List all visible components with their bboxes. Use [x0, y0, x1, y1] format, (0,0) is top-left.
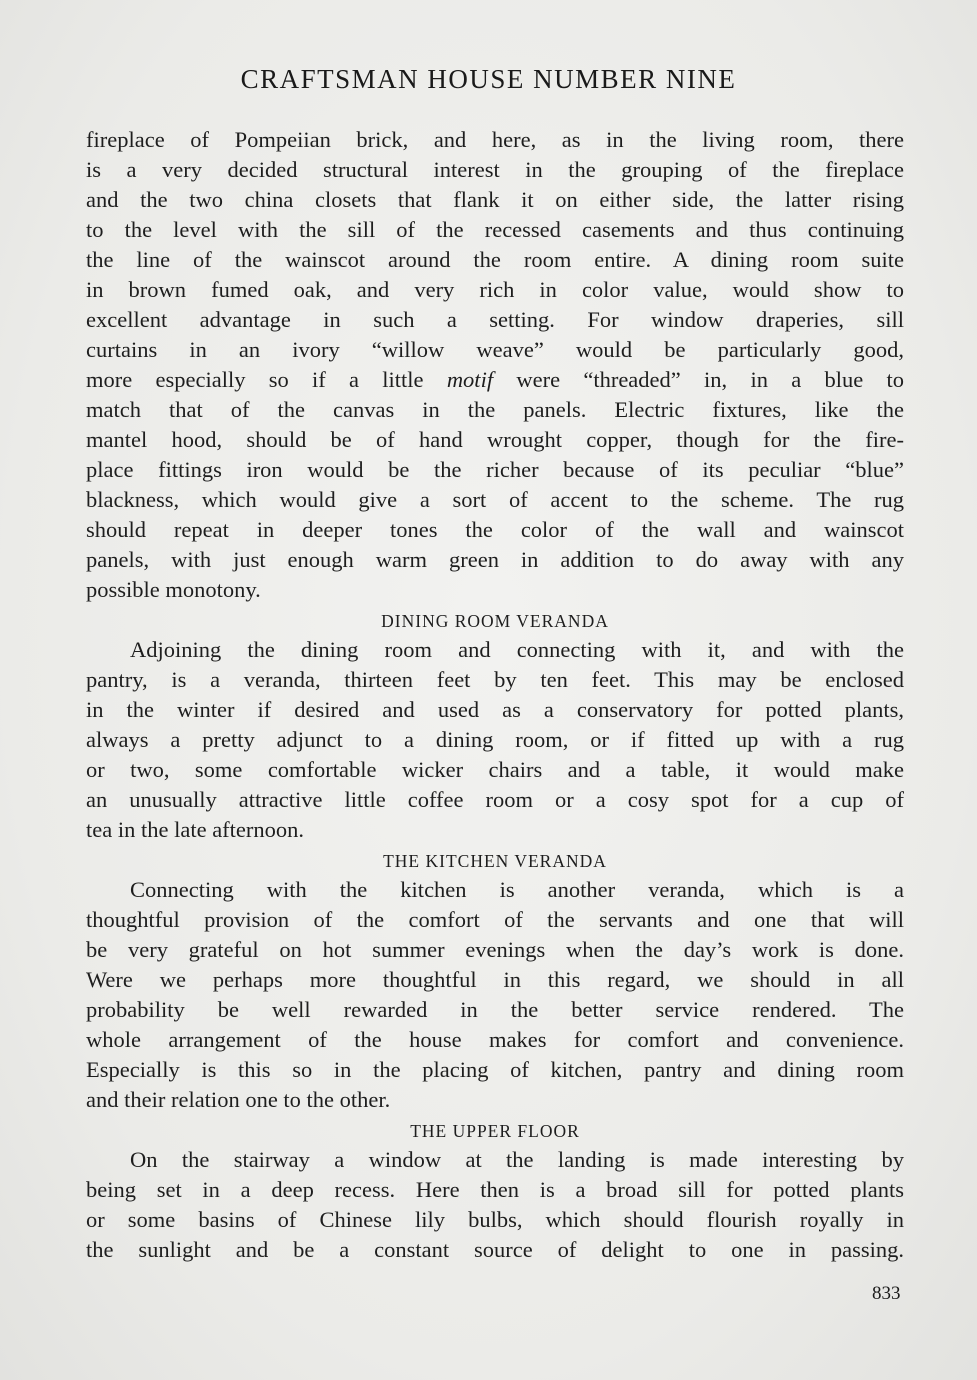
- text-line: panels, with just enough warm green in addition to do away with any: [86, 547, 904, 572]
- text-line: possible monotony.: [86, 577, 261, 602]
- text-line: to the level with the sill of the recessed casements and thus continuing: [86, 217, 904, 242]
- text-run: were “threaded” in, in a blue to: [493, 367, 904, 392]
- text-line: place fittings iron would be the richer because of its peculiar “blue”: [86, 457, 904, 482]
- italic-word: motif: [446, 367, 494, 392]
- text-line-with-italic: [86, 365, 904, 395]
- section-heading: THE KITCHEN VERANDA: [383, 851, 607, 871]
- text-line: and the two china closets that flank it on either side, the latter rising: [86, 187, 904, 212]
- text-line: Adjoining the dining room and connecting with it, and with the: [130, 637, 904, 662]
- text-line: always a pretty adjunct to a dining room, or if fitted up with a rug: [86, 727, 904, 752]
- text-line: mantel hood, should be of hand wrought copper, though for the fire-: [86, 427, 904, 452]
- text-line: thoughtful provision of the comfort of the servants and one that will: [86, 907, 904, 932]
- body-text: [86, 125, 904, 1265]
- text-line: fireplace of Pompeiian brick, and here, as in the living room, there: [86, 127, 904, 152]
- text-line: tea in the late afternoon.: [86, 817, 305, 842]
- text-line: or some basins of Chinese lily bulbs, which should flourish royally in: [86, 1207, 904, 1232]
- text-line: Connecting with the kitchen is another veranda, which is a: [130, 877, 904, 902]
- text-line: is a very decided structural interest in the grouping of the fireplace: [86, 157, 904, 182]
- text-line: being set in a deep recess. Here then is a broad sill for potted plants: [86, 1177, 904, 1202]
- text-line: On the stairway a window at the landing is made interesting by: [130, 1147, 904, 1172]
- text-line: the sunlight and be a constant source of delight to one in passing.: [86, 1237, 904, 1262]
- text-line: the line of the wainscot around the room entire. A dining room suite: [86, 247, 904, 272]
- text-line: probability be well rewarded in the better service rendered. The: [86, 997, 904, 1022]
- text-line: or two, some comfortable wicker chairs and a table, it would make: [86, 757, 904, 782]
- text-line: excellent advantage in such a setting. For window draperies, sill: [86, 307, 904, 332]
- text-run: more especially so if a little: [86, 367, 447, 392]
- text-line: an unusually attractive little coffee room or a cosy spot for a cup of: [86, 787, 904, 812]
- section-heading: THE UPPER FLOOR: [410, 1121, 580, 1141]
- text-line: should repeat in deeper tones the color of the wall and wainscot: [86, 517, 904, 542]
- section-heading: DINING ROOM VERANDA: [381, 611, 609, 631]
- text-line: curtains in an ivory “willow weave” would be particularly good,: [86, 337, 904, 362]
- text-line: Especially is this so in the placing of kitchen, pantry and dining room: [86, 1057, 904, 1082]
- text-line: in brown fumed oak, and very rich in color value, would show to: [86, 277, 904, 302]
- text-line: be very grateful on hot summer evenings when the day’s work is done.: [86, 937, 904, 962]
- text-line: Were we perhaps more thoughtful in this regard, we should in all: [86, 967, 904, 992]
- text-line: match that of the canvas in the panels. Electric fixtures, like the: [86, 397, 904, 422]
- text-line: whole arrangement of the house makes for comfort and convenience.: [86, 1027, 904, 1052]
- text-line: and their relation one to the other.: [86, 1087, 391, 1112]
- page-number: 833: [872, 1283, 901, 1304]
- text-line: blackness, which would give a sort of accent to the scheme. The rug: [86, 487, 904, 512]
- text-line: in the winter if desired and used as a conservatory for potted plants,: [86, 697, 904, 722]
- running-head: CRAFTSMAN HOUSE NUMBER NINE: [240, 64, 737, 94]
- text-line: pantry, is a veranda, thirteen feet by ten feet. This may be enclosed: [86, 667, 904, 692]
